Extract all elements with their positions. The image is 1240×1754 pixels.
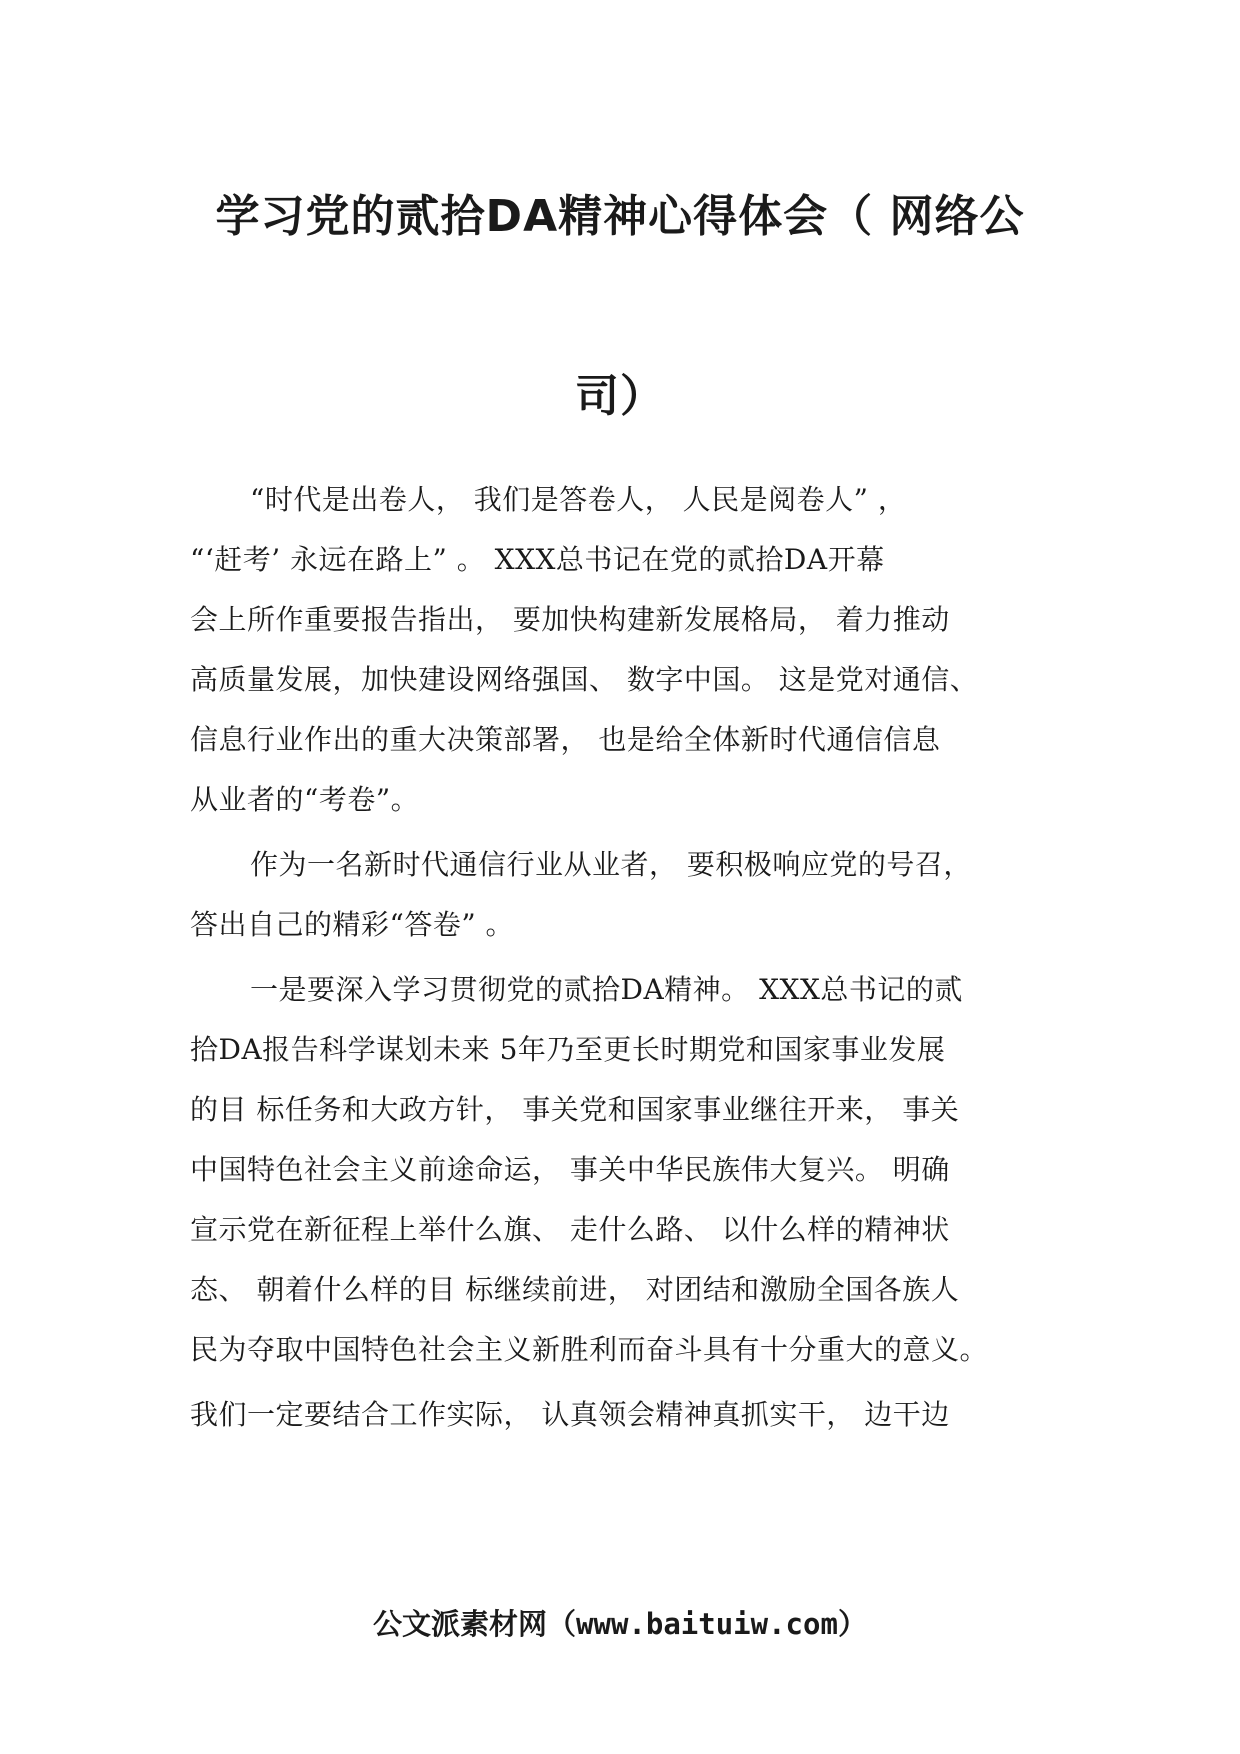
paragraph-3-line-8: 我们一定要结合工作实际， 认真领会精神真抓实干， 边干边 bbox=[190, 1398, 950, 1431]
document-title-line-2: 司） bbox=[575, 371, 665, 422]
document-title-line-1: 学习党的贰拾DA精神心得体会（ 网络公 bbox=[215, 191, 1025, 242]
footer-source-note: 公文派素材网（www.baituiw.com） bbox=[373, 1607, 867, 1641]
paragraph-3-line-4: 中国特色社会主义前途命运， 事关中华民族伟大复兴。 明确 bbox=[190, 1153, 950, 1186]
paragraph-3-line-6: 态、 朝着什么样的目 标继续前进， 对团结和激励全国各族人 bbox=[190, 1273, 960, 1306]
paragraph-3-line-7: 民为夺取中国特色社会主义新胜利而奋斗具有十分重大的意义。 bbox=[190, 1333, 989, 1366]
paragraph-1-line-4: 高质量发展，加快建设网络强国、 数字中国。 这是党对通信、 bbox=[190, 663, 979, 696]
paragraph-1-line-1: “时代是出卷人， 我们是答卷人， 人民是阅卷人” ， bbox=[250, 483, 907, 516]
paragraph-3-line-2: 拾DA报告科学谋划未来 5年乃至更长时期党和国家事业发展 bbox=[190, 1033, 946, 1066]
paragraph-3-line-1: 一是要深入学习贯彻党的贰拾DA精神。 XXX总书记的贰 bbox=[250, 973, 963, 1006]
paragraph-2-line-1: 作为一名新时代通信行业从业者， 要积极响应党的号召， bbox=[250, 848, 972, 881]
paragraph-1-line-5: 信息行业作出的重大决策部署， 也是给全体新时代通信信息 bbox=[190, 723, 941, 756]
paragraph-3-line-5: 宣示党在新征程上举什么旗、 走什么路、 以什么样的精神状 bbox=[190, 1213, 950, 1246]
paragraph-1-line-2: “‘赶考’ 永远在路上” 。 XXX总书记在党的贰拾DA开幕 bbox=[190, 543, 885, 576]
paragraph-3-line-3: 的目 标任务和大政方针， 事关党和国家事业继往开来， 事关 bbox=[190, 1093, 960, 1126]
paragraph-1-line-6: 从业者的“考卷”。 bbox=[190, 783, 420, 816]
paragraph-2-line-2: 答出自己的精彩“答卷” 。 bbox=[190, 908, 515, 941]
paragraph-1-line-3: 会上所作重要报告指出， 要加快构建新发展格局， 着力推动 bbox=[190, 603, 950, 636]
